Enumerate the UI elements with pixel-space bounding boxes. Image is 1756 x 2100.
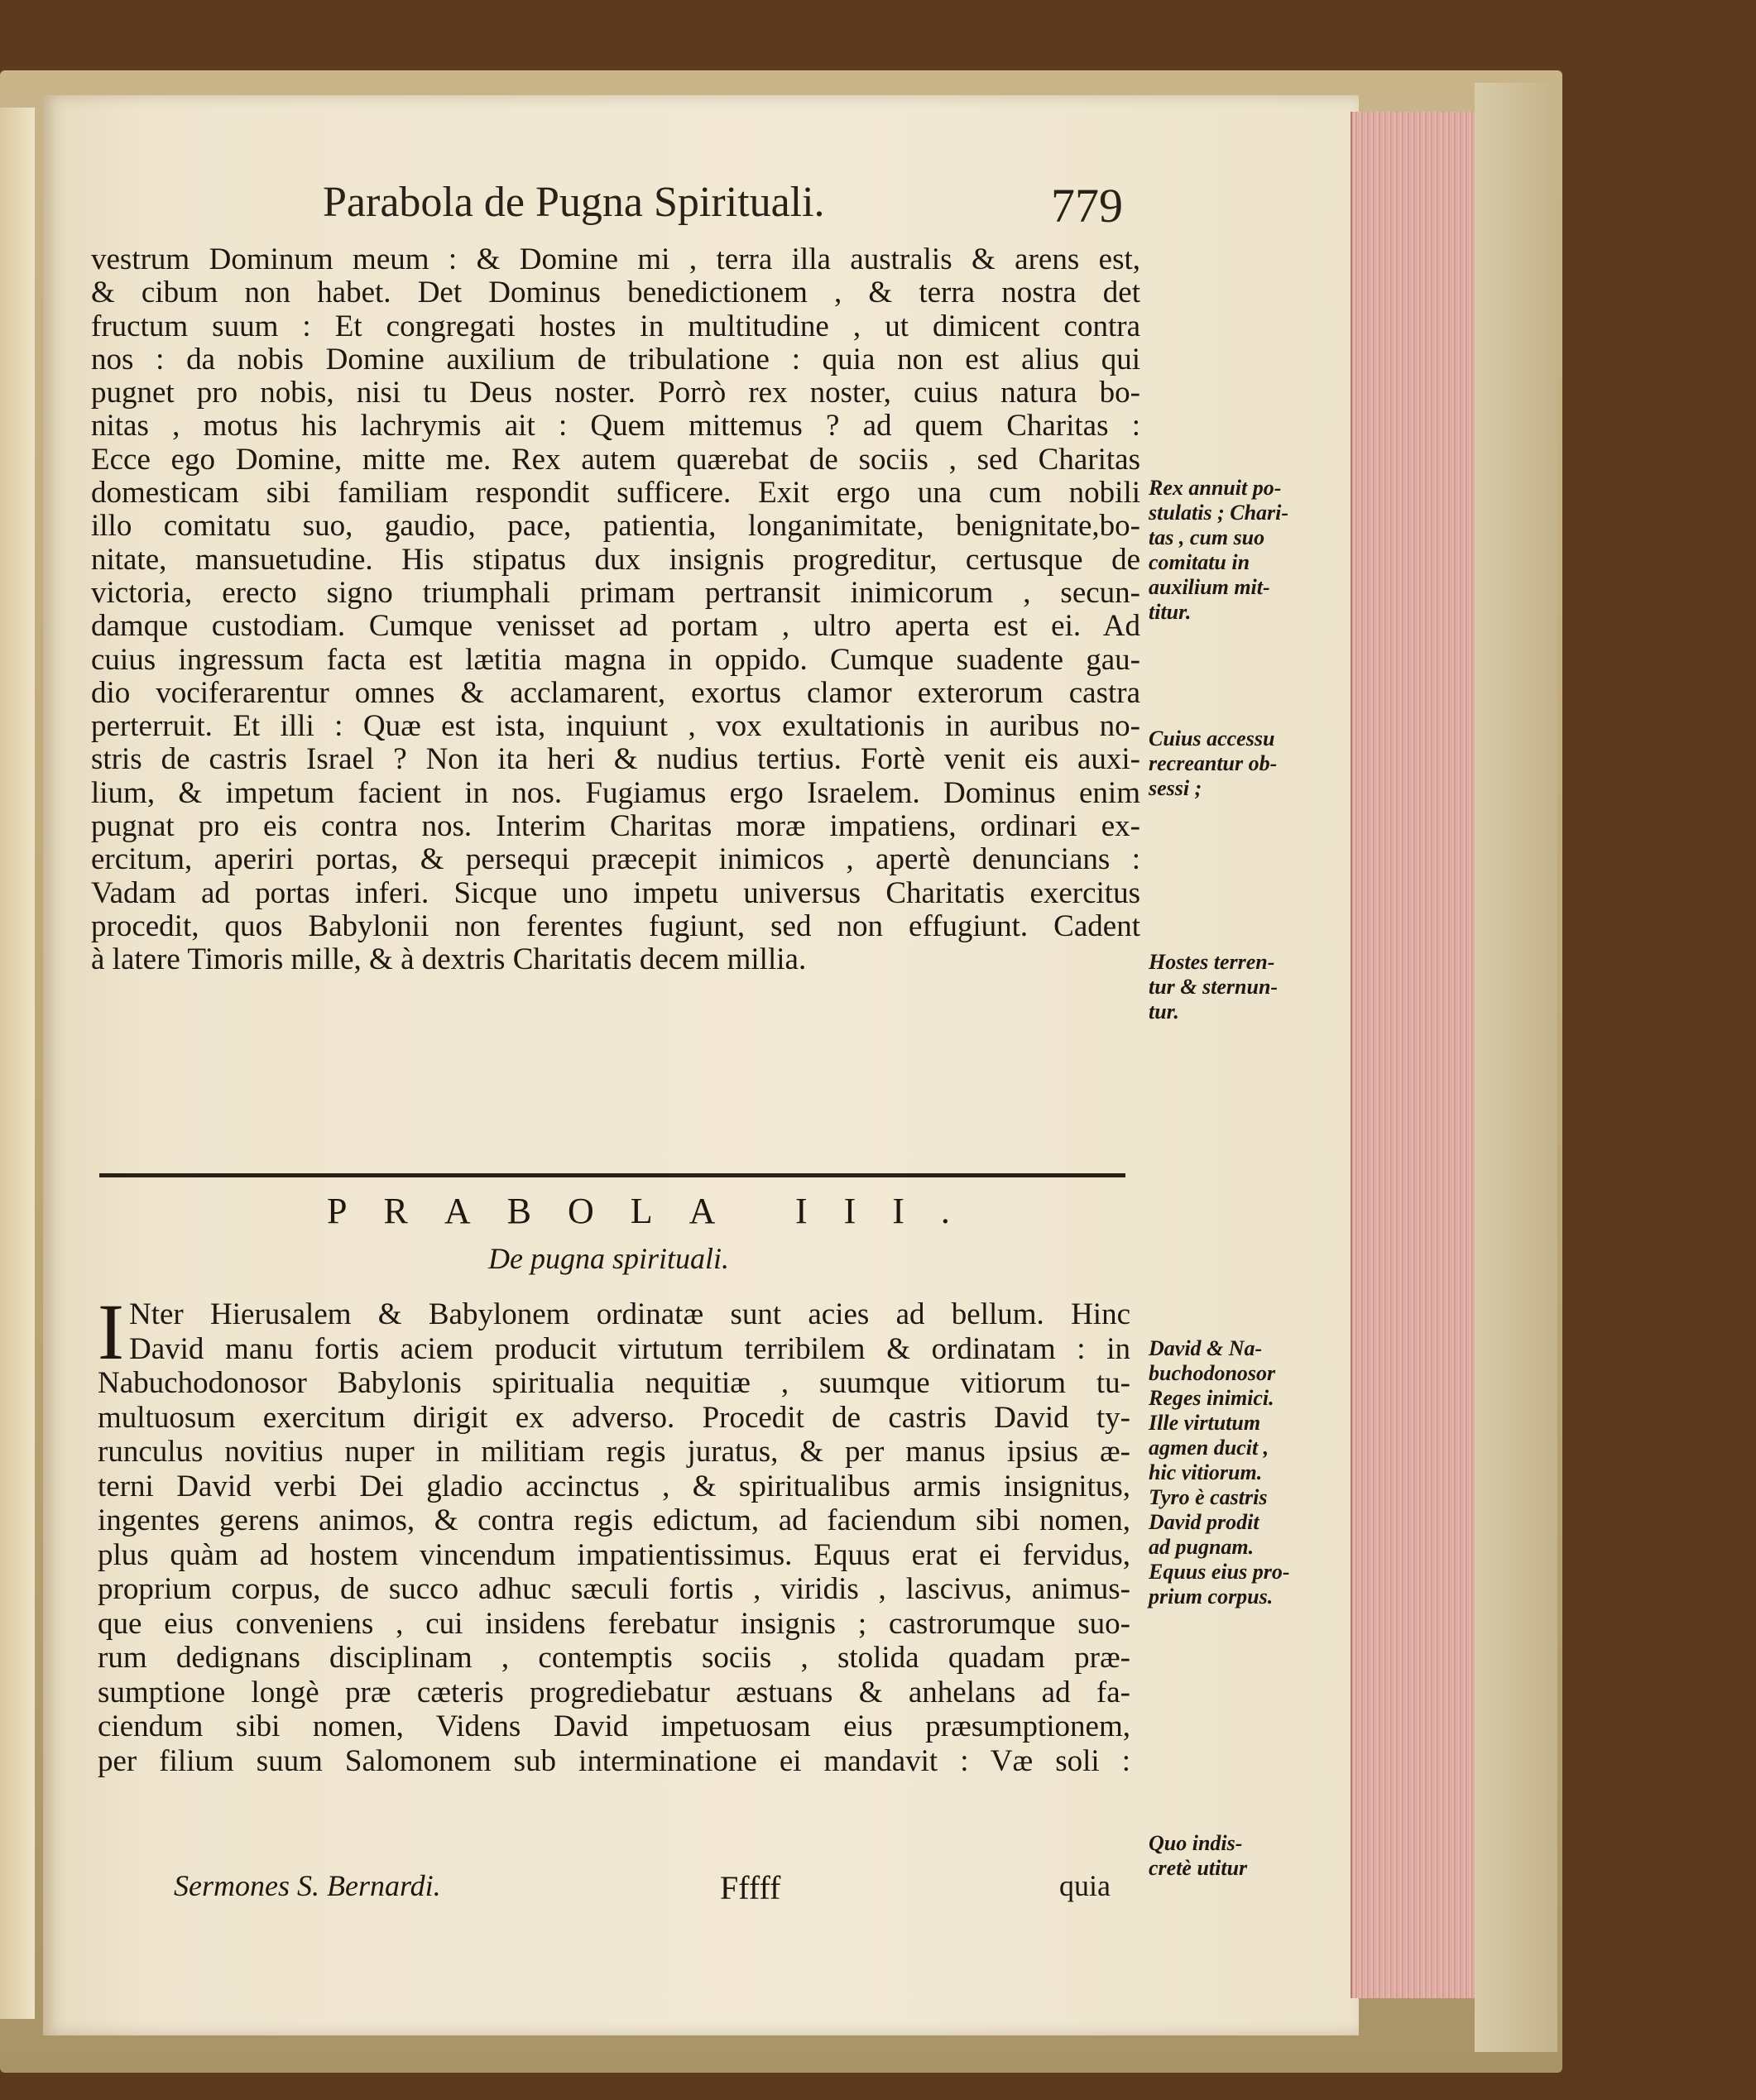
text-line: rum dedignans disciplinam , contemptis sociis , stolida quadam præ- (98, 1641, 1130, 1675)
margin-note-line: stulatis ; Chari- (1149, 501, 1289, 525)
margin-note-line: Equus eius pro- (1149, 1560, 1290, 1584)
text-line: Nabuchodonosor Babylonis spiritualia nequitiæ , suumque vitiorum tu- (98, 1366, 1130, 1400)
margin-note-line: tur. (1149, 1000, 1179, 1024)
text-line: nitate, mansuetudine. His stipatus dux insignis progreditur, certusque de (91, 542, 1140, 577)
margin-note (1149, 950, 1318, 1024)
text-line: ercitum, aperiri portas, & persequi præcepit inimicos , apertè denuncians : (91, 842, 1140, 877)
margin-note-line: David & Na- (1149, 1336, 1263, 1360)
facing-page-edge (0, 108, 35, 2019)
text-line: sumptione longè præ cæteris progrediebatur æstuans & anhelans ad fa- (98, 1675, 1130, 1709)
margin-note-line: titur. (1149, 600, 1192, 624)
margin-note-line: Quo indis- (1149, 1831, 1243, 1855)
footer-signature: Sermones S. Bernardi. (174, 1869, 441, 1902)
text-line: fructum suum : Et congregati hostes in multitudine , ut dimicent contra (91, 309, 1140, 343)
parable-2-text (91, 243, 1140, 977)
text-line: cuius ingressum facta est lætitia magna in oppido. Cumque suadente gau- (91, 642, 1140, 677)
margin-note (1149, 1831, 1318, 1881)
margin-note-line: Ille virtutum (1149, 1411, 1261, 1435)
margin-note-line: comitatu in (1149, 550, 1250, 574)
text-line: que eius conveniens , cui insidens ferebatur insignis ; castrorumque suo- (98, 1606, 1130, 1641)
text-line: runculus novitius nuper in militiam regis juratus, & per manus ipsius æ- (98, 1435, 1130, 1469)
text-line: nos : da nobis Domine auxilium de tribulatione : quia non est alius qui (91, 342, 1140, 376)
margin-note-line: agmen ducit , (1149, 1436, 1269, 1460)
running-head (323, 178, 1150, 233)
text-line: per filium suum Salomonem sub interminatione ei mandavit : Væ soli : (98, 1743, 1130, 1778)
gathering-mark: Fffff (720, 1869, 781, 1906)
margin-note-line: tas , cum suo (1149, 525, 1265, 549)
text-line: victoria, erecto signo triumphali primam pertransit inimicorum , secun- (91, 575, 1140, 610)
text-line: Ecce ego Domine, mitte me. Rex autem quærebat de sociis , sed Charitas (91, 442, 1140, 477)
margin-note-line: cretè utitur (1149, 1856, 1248, 1880)
parable-3-heading: PRABOLA III. (327, 1191, 986, 1231)
margin-note-line: David prodit (1149, 1510, 1259, 1534)
text-line: illo comitatu suo, gaudio, pace, patientia, longanimitate, benignitate,bo- (91, 509, 1140, 544)
text-line: ciendum sibi nomen, Videns David impetuosam eius præsumptionem, (98, 1709, 1130, 1743)
margin-note-line: Rex annuit po- (1149, 476, 1282, 500)
running-title: Parabola de Pugna Spirituali. (323, 179, 825, 226)
margin-note (1149, 726, 1318, 801)
margin-note-line: prium corpus. (1149, 1585, 1274, 1609)
margin-note-line: Cuius accessu (1149, 726, 1275, 750)
margin-note-line: Tyro è castris (1149, 1485, 1268, 1509)
text-line: perterruit. Et illi : Quæ est ista, inquiunt , vox exultationis in auribus no- (91, 709, 1140, 744)
text-line: stris de castris Israel ? Non ita heri & nudius tertius. Fortè venit eis auxi- (91, 742, 1140, 777)
text-line: domesticam sibi familiam respondit sufficere. Exit ergo una cum nobili (91, 476, 1140, 511)
text-line: plus quàm ad hostem vincendum impatientissimus. Equus erat ei fervidus, (98, 1537, 1130, 1572)
margin-note-line: buchodonosor (1149, 1361, 1276, 1385)
text-line: pugnet pro nobis, nisi tu Deus noster. Porrò rex noster, cuius natura bo- (91, 376, 1140, 410)
text-line: vestrum Dominum meum : & Domine mi , terra illa australis & arens est, (91, 242, 1140, 276)
text-line: dio vociferarentur omnes & acclamarent, exortus clamor exterorum castra (91, 675, 1140, 710)
text-line: damque custodiam. Cumque venisset ad portam , ultro aperta est ei. Ad (91, 609, 1140, 644)
text-line: nitas , motus his lachrymis ait : Quem mittemus ? ad quem Charitas : (91, 409, 1140, 443)
parable-3-subheading: De pugna spirituali. (488, 1242, 730, 1275)
text-line: Nter Hierusalem & Babylonem ordinatæ sunt acies ad bellum. Hinc (128, 1297, 1130, 1331)
text-line: terni David verbi Dei gladio accinctus , & spiritualibus armis insignitus, (98, 1469, 1130, 1503)
text-line: pugnat pro eis contra nos. Interim Charitas moræ impatiens, ordinari ex- (91, 809, 1140, 844)
margin-note-line: Reges inimici. (1149, 1386, 1274, 1410)
margin-note-line: sessi ; (1149, 776, 1202, 800)
text-line: multuosum exercitum dirigit ex adverso. Procedit de castris David ty- (98, 1400, 1130, 1435)
margin-note-line: ad pugnam. (1149, 1535, 1255, 1559)
margin-note (1149, 1336, 1318, 1609)
page-edges (1351, 112, 1476, 1998)
text-line: lium, & impetum facient in nos. Fugiamus ergo Israelem. Dominus enim (91, 775, 1140, 810)
text-line: Vadam ad portas inferi. Sicque uno impetu universus Charitatis exercitus (91, 875, 1140, 910)
text-line: proprium corpus, de succo adhuc sæculi fortis , viridis , lascivus, animus- (98, 1572, 1130, 1606)
section-divider (99, 1173, 1125, 1177)
text-line: & cibum non habet. Det Dominus benedictionem , & terra nostra det (91, 276, 1140, 310)
margin-note-line: tur & sternun- (1149, 975, 1279, 999)
margin-note-line: recreantur ob- (1149, 751, 1278, 775)
folio-number: 779 (1051, 179, 1123, 233)
text-line: à latere Timoris mille, & à dextris Charitatis decem millia. (91, 942, 807, 977)
margin-note-line: hic vitiorum. (1149, 1460, 1263, 1484)
drop-cap: I (98, 1287, 124, 1376)
margin-note-line: auxilium mit- (1149, 575, 1270, 599)
text-line: David manu fortis aciem producit virtutum terribilem & ordinatam : in (128, 1331, 1130, 1366)
book-cover-edge (1475, 83, 1557, 2052)
parable-3-text (98, 1287, 1130, 1778)
margin-note (1149, 476, 1318, 625)
text-line: procedit, quos Babylonii non ferentes fugiunt, sed non effugiunt. Cadent (91, 909, 1140, 943)
text-line: ingentes gerens animos, & contra regis edictum, ad faciendum sibi nomen, (98, 1503, 1130, 1537)
margin-note-line: Hostes terren- (1149, 950, 1275, 974)
catchword: quia (1059, 1869, 1111, 1902)
